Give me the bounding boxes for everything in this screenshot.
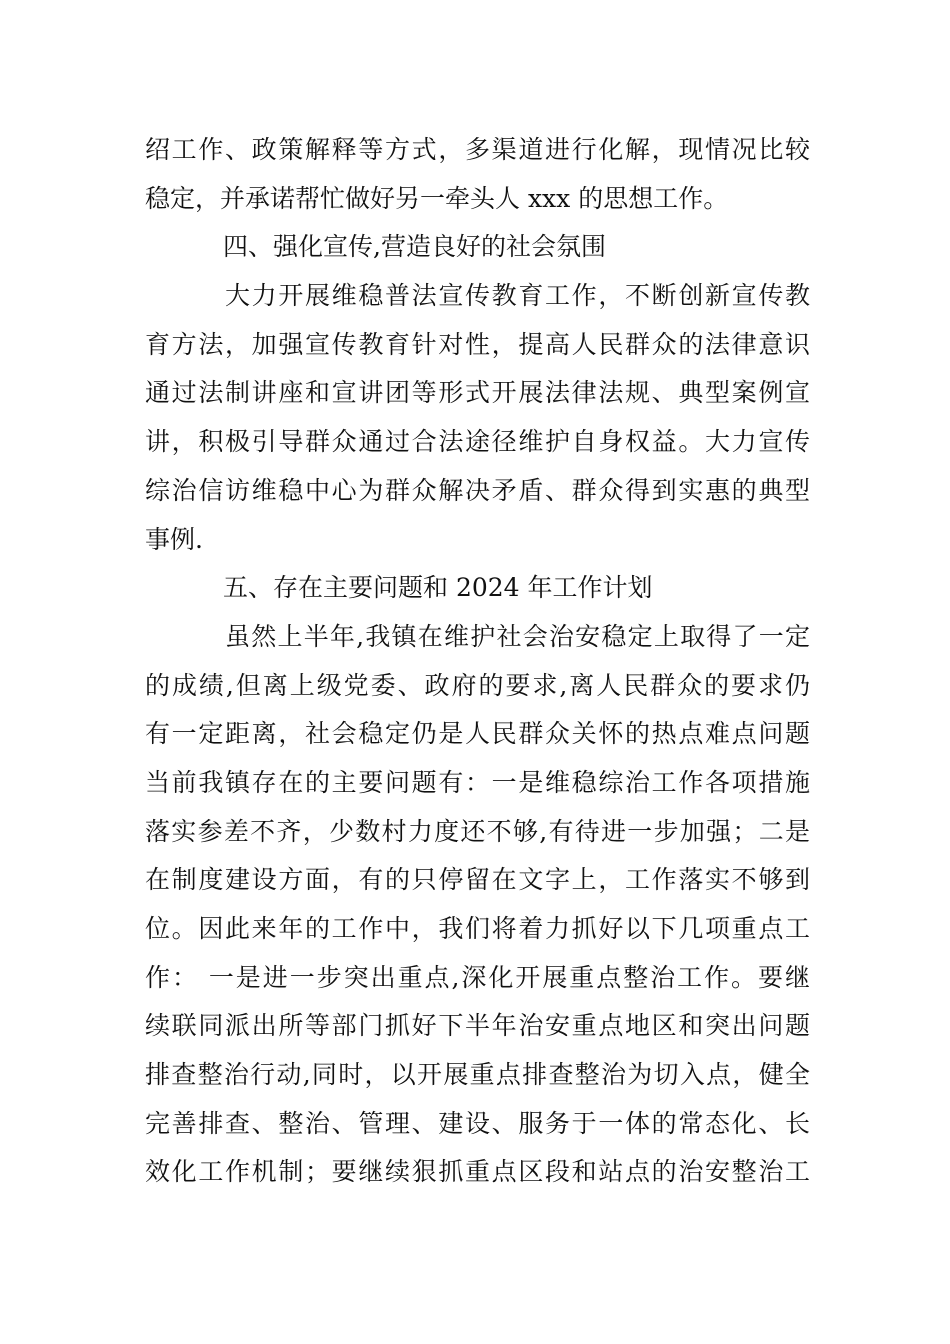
text-line: 事例. bbox=[145, 524, 203, 554]
document-body bbox=[145, 126, 810, 1197]
text-line: 稳定，并承诺帮忙做好另一牵头人 xxx 的思想工作。 bbox=[145, 183, 729, 213]
section-heading: 四、强化宣传,营造良好的社会氛围 bbox=[223, 232, 606, 262]
text-line: 续联同派出所等部门抓好下半年治安重点地区和突出问题 bbox=[145, 1011, 810, 1041]
text-line: 综治信访维稳中心为群众解决矛盾、群众得到实惠的典型 bbox=[145, 475, 810, 505]
text-line: 效化工作机制；要继续狠抓重点区段和站点的治安整治工 bbox=[145, 1157, 810, 1187]
text-line: 虽然上半年,我镇在维护社会治安稳定上取得了一定 bbox=[225, 621, 810, 651]
text-line: 的成绩,但离上级党委、政府的要求,离人民群众的要求仍 bbox=[145, 670, 810, 700]
text-line: 完善排查、整治、管理、建设、服务于一体的常态化、长 bbox=[145, 1108, 810, 1138]
text-line: 位。因此来年的工作中，我们将着力抓好以下几项重点工 bbox=[145, 914, 810, 943]
text-line: 有一定距离，社会稳定仍是人民群众关怀的热点难点问题 bbox=[145, 719, 810, 749]
text-line: 通过法制讲座和宣讲团等形式开展法律法规、典型案例宣 bbox=[145, 378, 810, 408]
text-line: 落实参差不齐，少数村力度还不够,有待进一步加强；二是 bbox=[145, 816, 810, 846]
text-line: 大力开展维稳普法宣传教育工作，不断创新宣传教 bbox=[225, 281, 810, 311]
text-line: 育方法，加强宣传教育针对性，提高人民群众的法律意识 bbox=[145, 329, 810, 359]
text-line: 绍工作、政策解释等方式，多渠道进行化解，现情况比较 bbox=[145, 135, 810, 164]
text-line: 排查整治行动,同时，以开展重点排查整治为切入点，健全 bbox=[145, 1060, 810, 1090]
text-line: 作： 一是进一步突出重点,深化开展重点整治工作。要继 bbox=[145, 962, 810, 992]
text-line: 讲，积极引导群众通过合法途径维护自身权益。大力宣传 bbox=[145, 427, 810, 457]
section-heading: 五、存在主要问题和 2024 年工作计划 bbox=[223, 573, 653, 603]
text-line: 当前我镇存在的主要问题有：一是维稳综治工作各项措施 bbox=[145, 767, 810, 797]
text-line: 在制度建设方面，有的只停留在文字上，工作落实不够到 bbox=[145, 865, 810, 895]
